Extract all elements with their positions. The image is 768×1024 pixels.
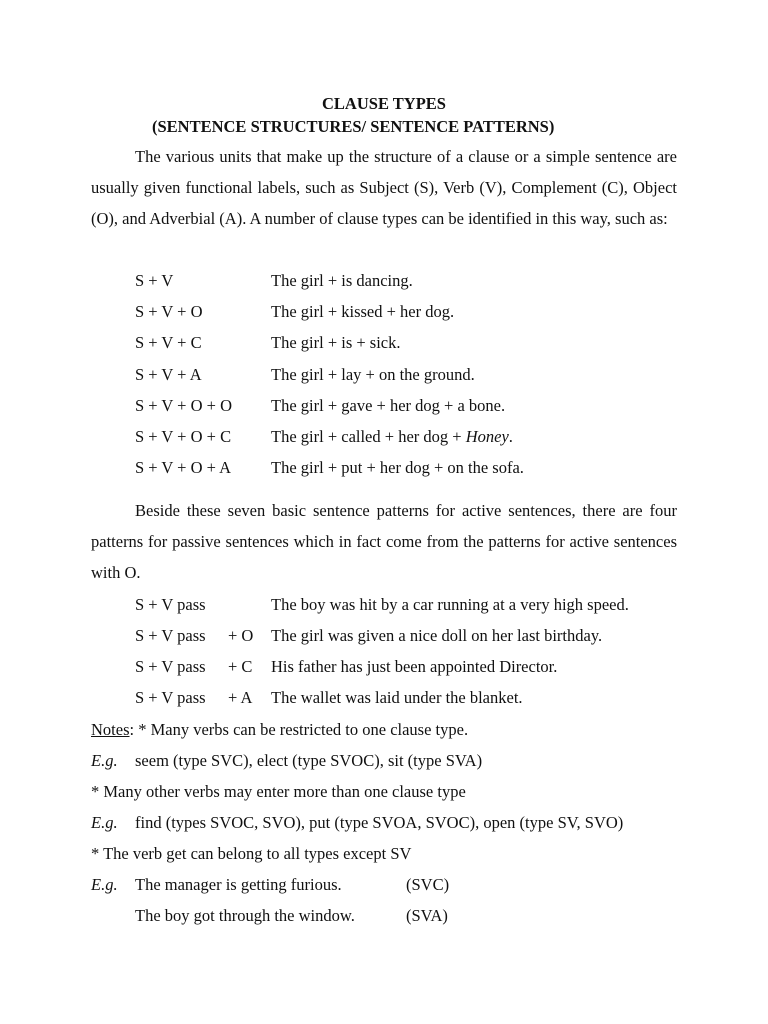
pattern-row bbox=[0, 421, 768, 452]
example-row bbox=[0, 869, 768, 900]
pattern-row bbox=[0, 390, 768, 421]
pattern-label: S + V + A bbox=[135, 365, 202, 384]
pattern-example-italic: Honey bbox=[465, 427, 509, 446]
note-text bbox=[91, 714, 468, 745]
pattern-example: The girl + lay + on the ground. bbox=[271, 365, 475, 384]
pattern-example: The girl + is dancing. bbox=[271, 271, 413, 290]
eg-sentence: The manager is getting furious. bbox=[135, 875, 342, 894]
eg-text: find (types SVOC, SVO), put (type SVOA, SVOC), open (type SV, SVO) bbox=[135, 813, 624, 832]
pattern-label: S + V + C bbox=[135, 333, 202, 352]
pattern-example-text: The girl + called + her dog + bbox=[271, 427, 466, 446]
eg-text: seem (type SVC), elect (type SVOC), sit (type SVA) bbox=[135, 751, 483, 770]
passive-pattern-row bbox=[0, 620, 768, 651]
pattern-example: His father has just been appointed Director. bbox=[271, 657, 558, 676]
pattern-example: The girl was given a nice doll on her last birthday. bbox=[271, 626, 603, 645]
eg-sentence: The boy got through the window. bbox=[135, 906, 355, 925]
pattern-row bbox=[0, 327, 768, 358]
note-1: : * Many verbs can be restricted to one clause type. bbox=[129, 720, 469, 739]
intro-paragraph: The various units that make up the structure of a clause or a simple sentence are usually given functional labels, such as Subject (S), Verb (V), Complement (C), Object (O), and Adverbial (A). A number of clause types can be identified in this way, such as: bbox=[91, 147, 677, 228]
pattern-label: S + V pass bbox=[135, 657, 206, 676]
pattern-label: S + V + O + O bbox=[135, 396, 232, 415]
pattern-example: The girl + put + her dog + on the sofa. bbox=[271, 458, 524, 477]
pattern-row bbox=[0, 359, 768, 390]
passive-pattern-row bbox=[0, 651, 768, 682]
example-row bbox=[0, 900, 768, 931]
eg-clause-tag: (SVA) bbox=[406, 906, 448, 925]
pattern-example: The girl + gave + her dog + a bone. bbox=[271, 396, 506, 415]
pattern-example bbox=[271, 421, 513, 452]
pattern-label: S + V bbox=[135, 271, 174, 290]
note-3: * The verb get can belong to all types except SV bbox=[91, 844, 412, 863]
pattern-label: S + V + O + A bbox=[135, 458, 232, 477]
passive-pattern-row bbox=[0, 589, 768, 620]
pattern-example: The girl + kissed + her dog. bbox=[271, 302, 455, 321]
pattern-extra: + C bbox=[228, 657, 253, 676]
pattern-extra: + O bbox=[228, 626, 254, 645]
passive-intro-paragraph: Beside these seven basic sentence patterns for active sentences, there are four patterns for passive sentences which in fact come from the patterns for active sentences with O. bbox=[91, 501, 677, 582]
eg-clause-tag: (SVC) bbox=[406, 875, 450, 894]
pattern-example-end: . bbox=[508, 427, 513, 446]
pattern-row bbox=[0, 296, 768, 327]
pattern-extra: + A bbox=[228, 688, 253, 707]
example-row bbox=[0, 745, 768, 776]
eg-label: E.g. bbox=[91, 875, 118, 894]
pattern-label: S + V + O + C bbox=[135, 427, 232, 446]
pattern-label: S + V pass bbox=[135, 688, 206, 707]
pattern-example: The boy was hit by a car running at a very high speed. bbox=[271, 595, 629, 614]
pattern-row bbox=[0, 265, 768, 296]
note-row bbox=[0, 838, 768, 869]
document-subtitle: (SENTENCE STRUCTURES/ SENTENCE PATTERNS) bbox=[152, 117, 555, 136]
pattern-row bbox=[0, 452, 768, 483]
pattern-example: The wallet was laid under the blanket. bbox=[271, 688, 523, 707]
pattern-label: S + V pass bbox=[135, 626, 206, 645]
eg-label: E.g. bbox=[91, 751, 118, 770]
passive-pattern-row bbox=[0, 682, 768, 713]
pattern-example: The girl + is + sick. bbox=[271, 333, 401, 352]
note-2: * Many other verbs may enter more than one clause type bbox=[91, 782, 466, 801]
pattern-label: S + V pass bbox=[135, 595, 206, 614]
eg-label: E.g. bbox=[91, 813, 118, 832]
example-row bbox=[0, 807, 768, 838]
notes-label: Notes bbox=[91, 720, 130, 739]
note-row bbox=[0, 714, 768, 745]
pattern-label: S + V + O bbox=[135, 302, 203, 321]
note-row bbox=[0, 776, 768, 807]
document-title: CLAUSE TYPES bbox=[322, 94, 446, 113]
